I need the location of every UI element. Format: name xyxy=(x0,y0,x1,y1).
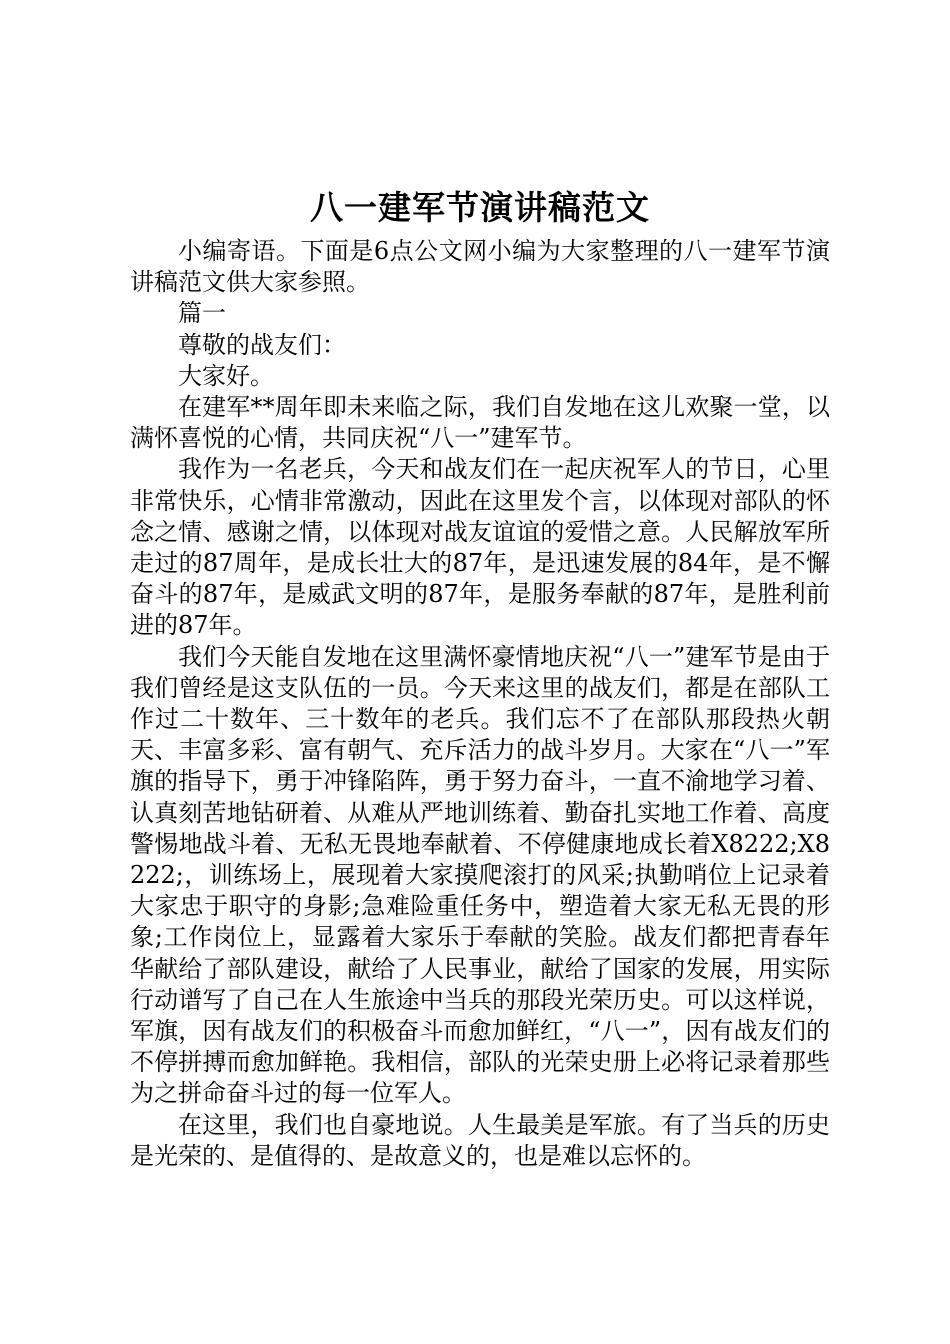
document-title: 八一建军节演讲稿范文 xyxy=(310,188,650,227)
document-page xyxy=(130,180,830,1172)
paragraph-body: 在建军**周年即未来临之际，我们自发地在这儿欢聚一堂，以满怀喜悦的心情，共同庆祝“八一”建军节。 xyxy=(130,393,830,453)
paragraph-body: 在这里，我们也自豪地说。人生最美是军旅。有了当兵的历史是光荣的、是值得的、是故意义的，也是难以忘怀的。 xyxy=(130,1110,830,1170)
paragraph-intro: 小编寄语。下面是6点公文网小编为大家整理的八一建军节演讲稿范文供大家参照。 xyxy=(130,237,830,297)
paragraph-body: 我们今天能自发地在这里满怀豪情地庆祝“八一”建军节是由于我们曾经是这支队伍的一员。今天来这里的战友们，都是在部队工作过二十数年、三十数年的老兵。我们忘不了在部队那段热火朝天、丰富多彩、富有朝气、充斥活力的战斗岁月。大家在“八一”军旗的指导下，勇于冲锋陷阵，勇于努力奋斗，一直不渝地学习着、认真刻苦地钻研着、从难从严地训练着、勤奋扎实地工作着、高度警惕地战斗着、无私无畏地奉献着、不停健康地成长着X8222;X8222;，训练场上，展现着大家摸爬滚打的风采;执勤哨位上记录着大家忠于职守的身影;急难险重任务中，塑造着大家无私无畏的形象;工作岗位上，显露着大家乐于奉献的笑脸。战友们都把青春年华献给了部队建设，献给了人民事业，献给了国家的发展，用实际行动谱写了自己在人生旅途中当兵的那段光荣历史。可以这样说，军旗，因有战友们的积极奋斗而愈加鲜红，“八一”，因有战友们的不停拼搏而愈加鲜艳。我相信，部队的光荣史册上必将记录着那些为之拼命奋斗过的每一位军人。 xyxy=(130,642,830,1108)
paragraph-greeting: 大家好。 xyxy=(178,361,274,390)
paragraph-section-label: 篇一 xyxy=(178,299,226,328)
paragraph-salutation: 尊敬的战友们： xyxy=(178,330,346,359)
paragraph-body: 我作为一名老兵，今天和战友们在一起庆祝军人的节日，心里非常快乐，心情非常激动，因此在这里发个言，以体现对部队的怀念之情、感谢之情，以体现对战友谊谊的爱惜之意。人民解放军所走过的87周年，是成长壮大的87年，是迅速发展的84年，是不懈奋斗的87年，是威武文明的87年，是服务奉献的87年，是胜利前进的87年。 xyxy=(130,455,830,640)
